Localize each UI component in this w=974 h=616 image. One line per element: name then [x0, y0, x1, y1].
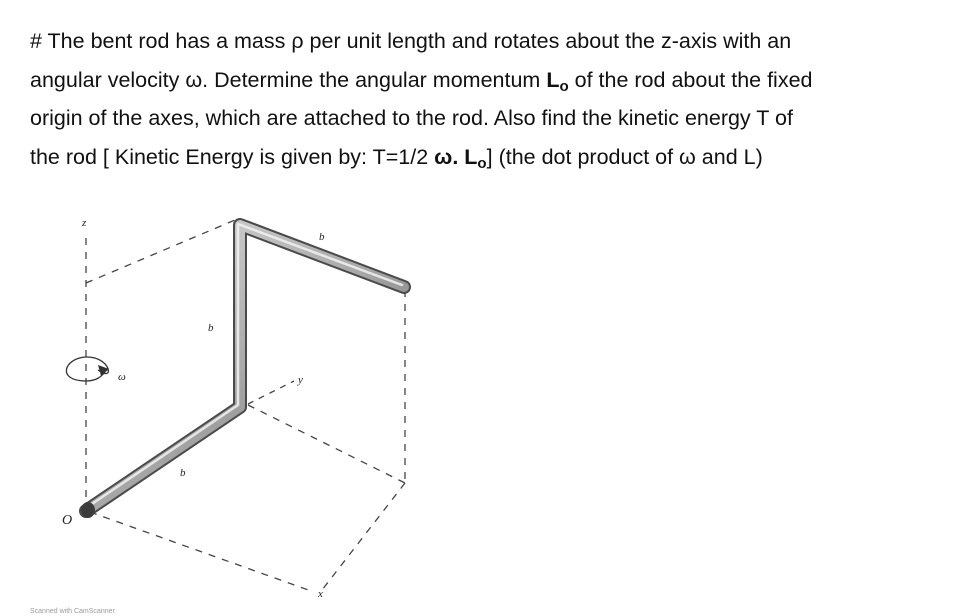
problem-line-4-text-a: the rod [ Kinetic Energy is given by: T=1/2 [30, 144, 435, 169]
dot-operator: . [452, 144, 465, 169]
scan-watermark: Scanned with CamScanner [30, 608, 115, 615]
y-axis-label: y [298, 374, 303, 386]
b-label-top: b [319, 231, 325, 243]
problem-line-4 [30, 138, 960, 177]
top-dashed-line [86, 220, 235, 283]
angular-momentum-subscript: o [559, 77, 569, 95]
omega-symbol: ω [434, 144, 453, 169]
problem-line-2 [30, 61, 960, 100]
omega-label: ω [118, 371, 126, 383]
x-axis-line [90, 512, 314, 592]
problem-line-3-text: origin of the axes, which are attached to the rod. Also find the kinetic energy T of [30, 106, 793, 130]
problem-line-4-text-b: ] (the dot product of ω and L) [486, 144, 763, 169]
z-axis-label: z [82, 217, 87, 229]
problem-line-3 [30, 99, 960, 138]
bent-rod-figure [0, 190, 974, 616]
b-label-bottom: b [180, 467, 186, 479]
mid-dashed-line [248, 405, 405, 483]
lo-symbol: L [464, 144, 478, 169]
rod-end-cap [81, 502, 95, 518]
problem-line-2-text-b: of the rod about the fixed [568, 67, 813, 92]
angular-momentum-symbol: L [546, 67, 560, 92]
problem-statement [30, 22, 960, 176]
problem-line-2-text-a: angular velocity ω. Determine the angular momentum [30, 67, 547, 92]
right-diagonal-dashed-line [322, 483, 405, 590]
y-axis-line [248, 381, 294, 404]
problem-line-1-text: # The bent rod has a mass ρ per unit length and rotates about the z-axis with an [30, 29, 792, 53]
b-label-vertical: b [208, 322, 214, 334]
lo-subscript: o [477, 154, 487, 172]
origin-label: O [62, 513, 73, 528]
problem-line-1 [30, 22, 960, 61]
x-axis-label: x [318, 588, 323, 600]
